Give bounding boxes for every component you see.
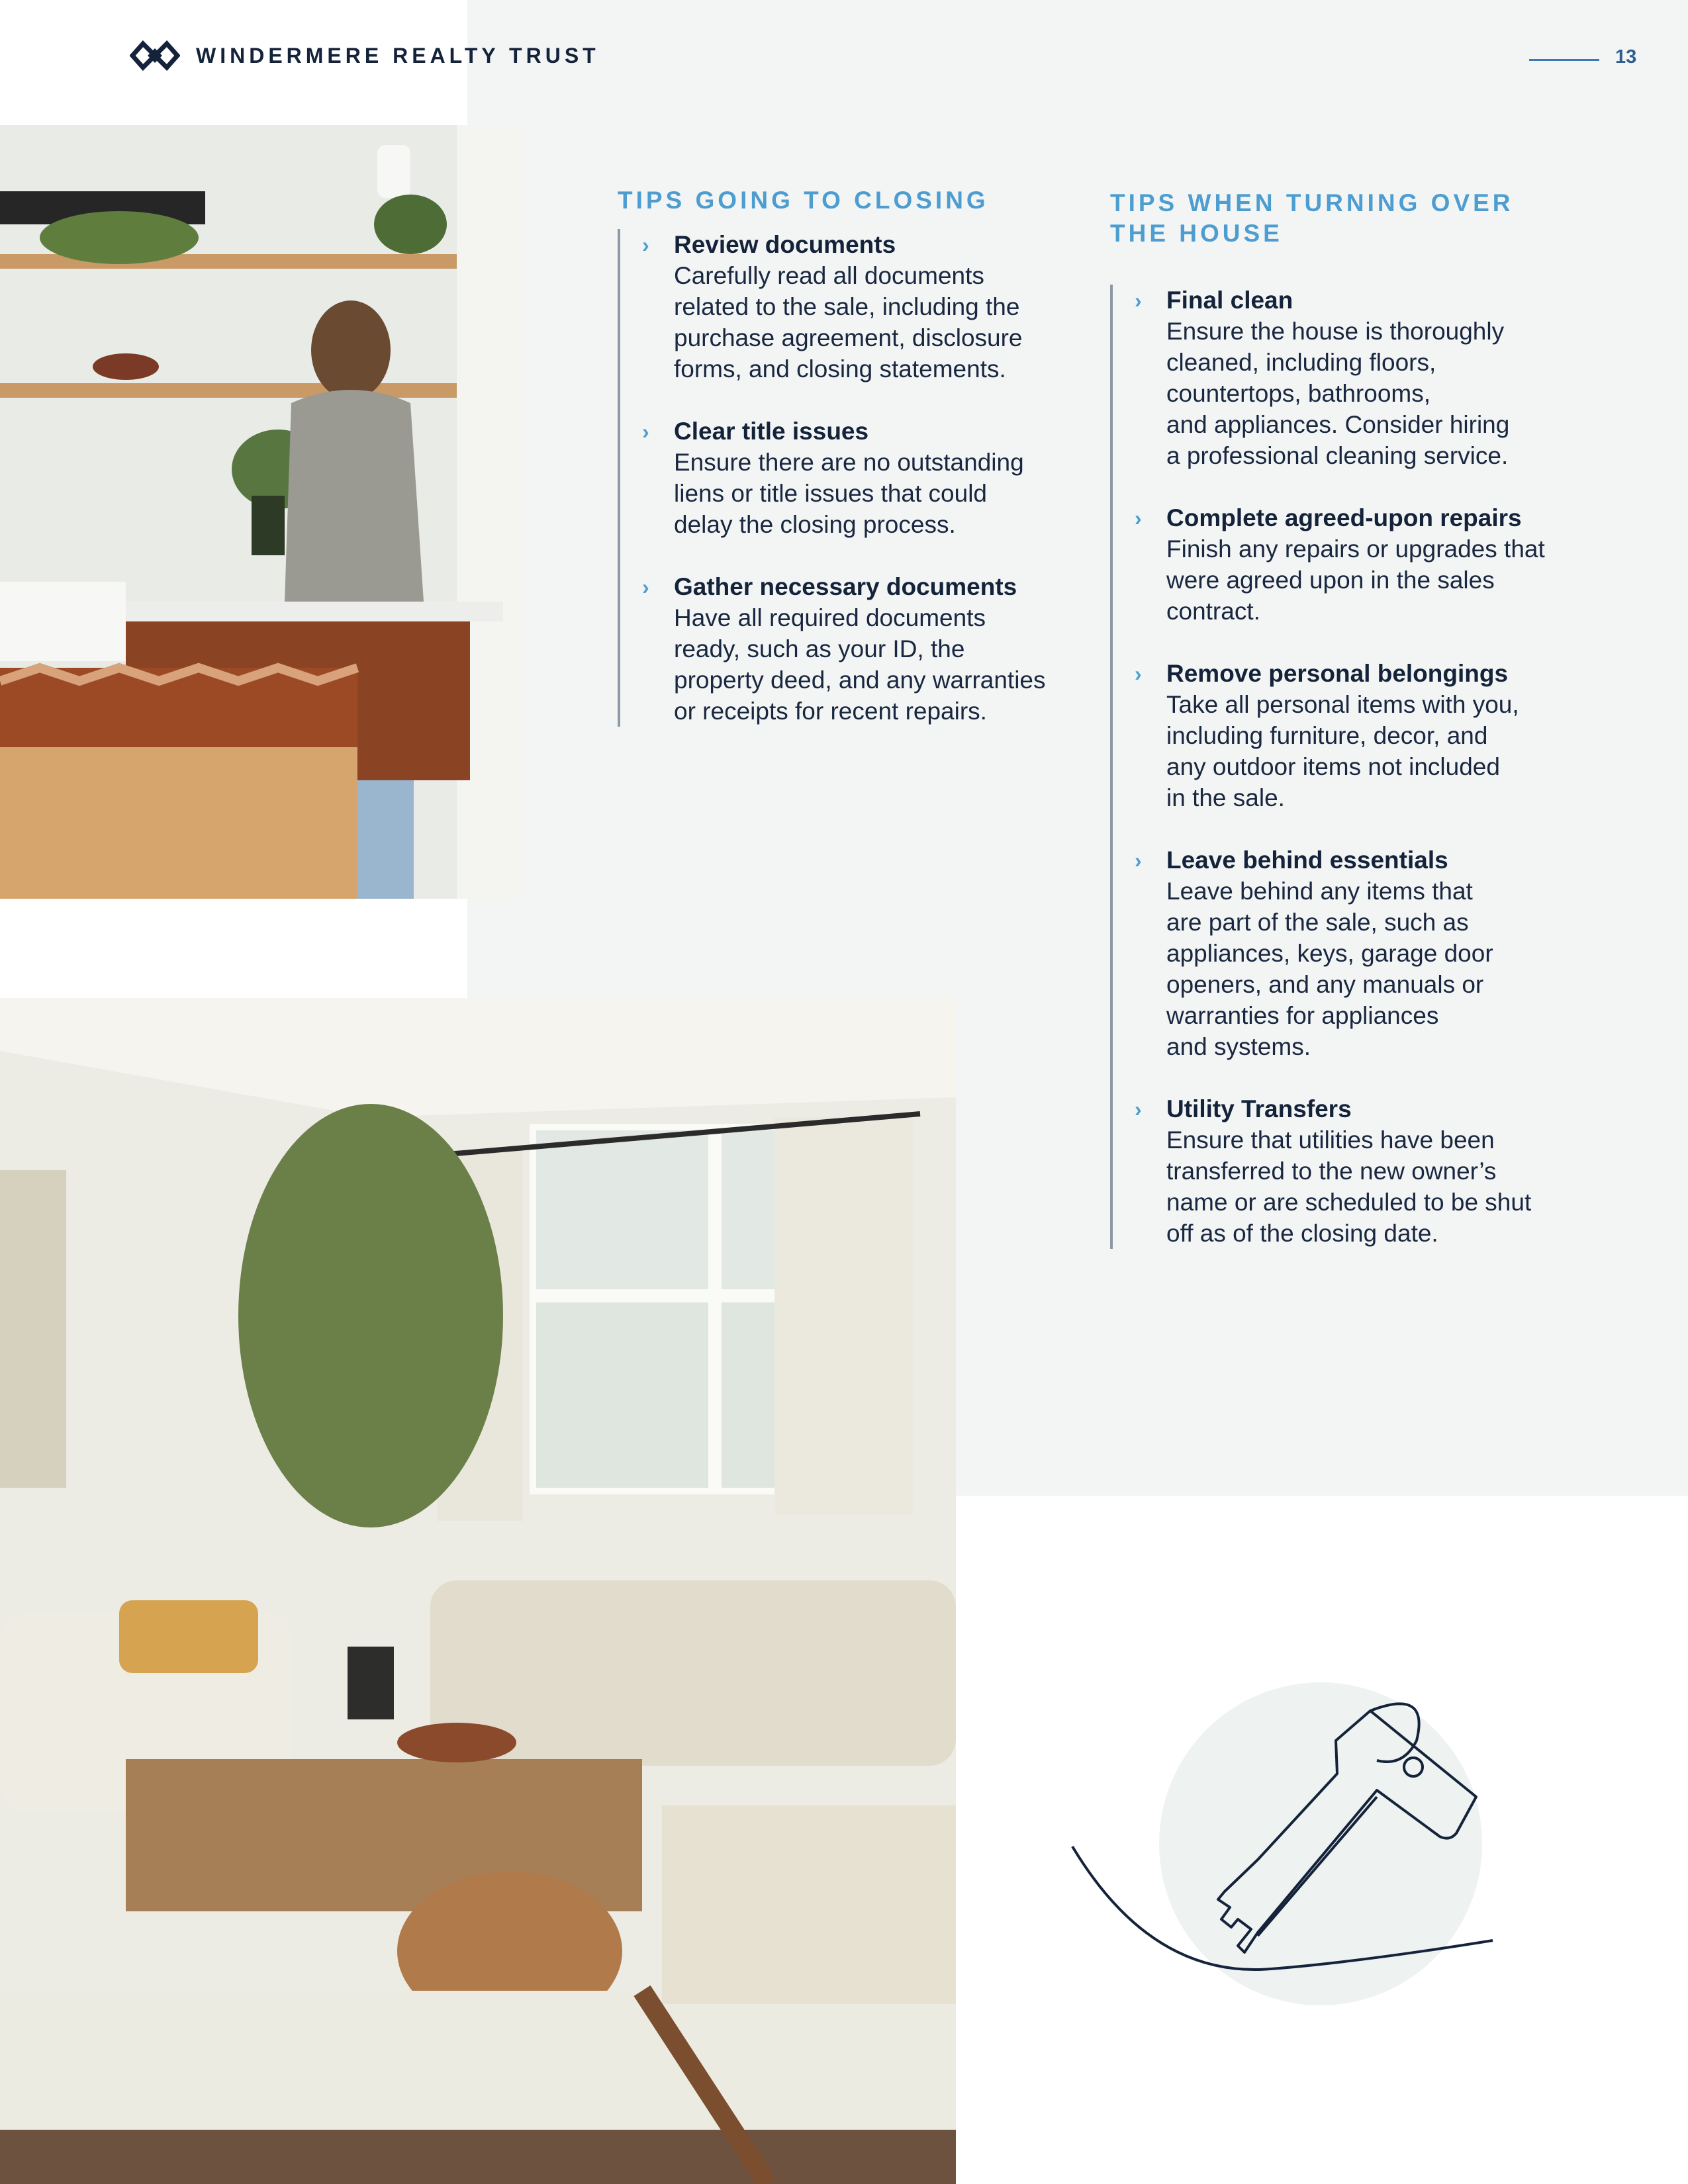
tip-title: Clear title issues [674, 418, 869, 445]
tip-title: Gather necessary documents [674, 573, 1017, 600]
tip-body: Ensure the house is thoroughly cleaned, including floors, countertops, bathrooms, and appliances. Consider hiring a professional cleaning service. [1166, 318, 1510, 469]
chevron-right-icon: › [1135, 289, 1142, 312]
tip-title: Remove personal belongings [1166, 660, 1509, 687]
tip-title: Leave behind essentials [1166, 846, 1448, 874]
windermere-logo-icon [130, 38, 180, 73]
tip-title: Final clean [1166, 287, 1293, 314]
tip-body: Ensure that utilities have been transferred to the new owner’s name or are scheduled to be shut off as of the closing date. [1166, 1126, 1532, 1247]
turnover-heading: TIPS WHEN TURNING OVER THE HOUSE [1110, 189, 1514, 247]
living-room-photo [0, 998, 956, 2184]
chevron-right-icon: › [1135, 506, 1142, 530]
turnover-tips-column [1110, 188, 1573, 1249]
list-item [620, 416, 1081, 540]
tip-title: Utility Transfers [1166, 1095, 1352, 1122]
kitchen-photo [0, 125, 524, 899]
chevron-right-icon: › [1135, 662, 1142, 686]
closing-heading: TIPS GOING TO CLOSING [618, 187, 989, 214]
tip-title: Review documents [674, 231, 896, 258]
chevron-right-icon: › [1135, 848, 1142, 872]
chevron-right-icon: › [642, 575, 649, 599]
list-item [1113, 844, 1573, 1062]
closing-tips-list [618, 229, 1081, 727]
list-item [1113, 1093, 1573, 1249]
chevron-right-icon: › [642, 420, 649, 443]
turnover-tips-list [1110, 285, 1573, 1249]
key-illustration [1059, 1668, 1509, 2025]
list-item [620, 571, 1081, 727]
list-item [1113, 658, 1573, 813]
brand-logo [130, 38, 600, 73]
tip-body: Have all required documents ready, such as your ID, the property deed, and any warranties or receipts for recent repairs. [674, 604, 1046, 725]
chevron-right-icon: › [642, 233, 649, 257]
key-icon [1059, 1668, 1509, 2025]
closing-tips-column [618, 185, 1081, 727]
tip-body: Ensure there are no outstanding liens or title issues that could delay the closing process. [674, 449, 1024, 538]
chevron-right-icon: › [1135, 1097, 1142, 1121]
tip-body: Take all personal items with you, including furniture, decor, and any outdoor items not included in the sale. [1166, 691, 1519, 811]
list-item [620, 229, 1081, 385]
list-item [1113, 502, 1573, 627]
tip-body: Finish any repairs or upgrades that were agreed upon in the sales contract. [1166, 535, 1545, 625]
page-number: 13 [1615, 46, 1637, 68]
tip-body: Leave behind any items that are part of the sale, such as appliances, keys, garage door openers, and any manuals or warranties for appliances and systems. [1166, 878, 1493, 1060]
tip-title: Complete agreed-upon repairs [1166, 504, 1522, 531]
tip-body: Carefully read all documents related to the sale, including the purchase agreement, disclosure forms, and closing statements. [674, 262, 1023, 383]
list-item [1113, 285, 1573, 471]
brand-name: WINDERMERE REALTY TRUST [196, 43, 600, 68]
header-rule [1529, 59, 1599, 61]
